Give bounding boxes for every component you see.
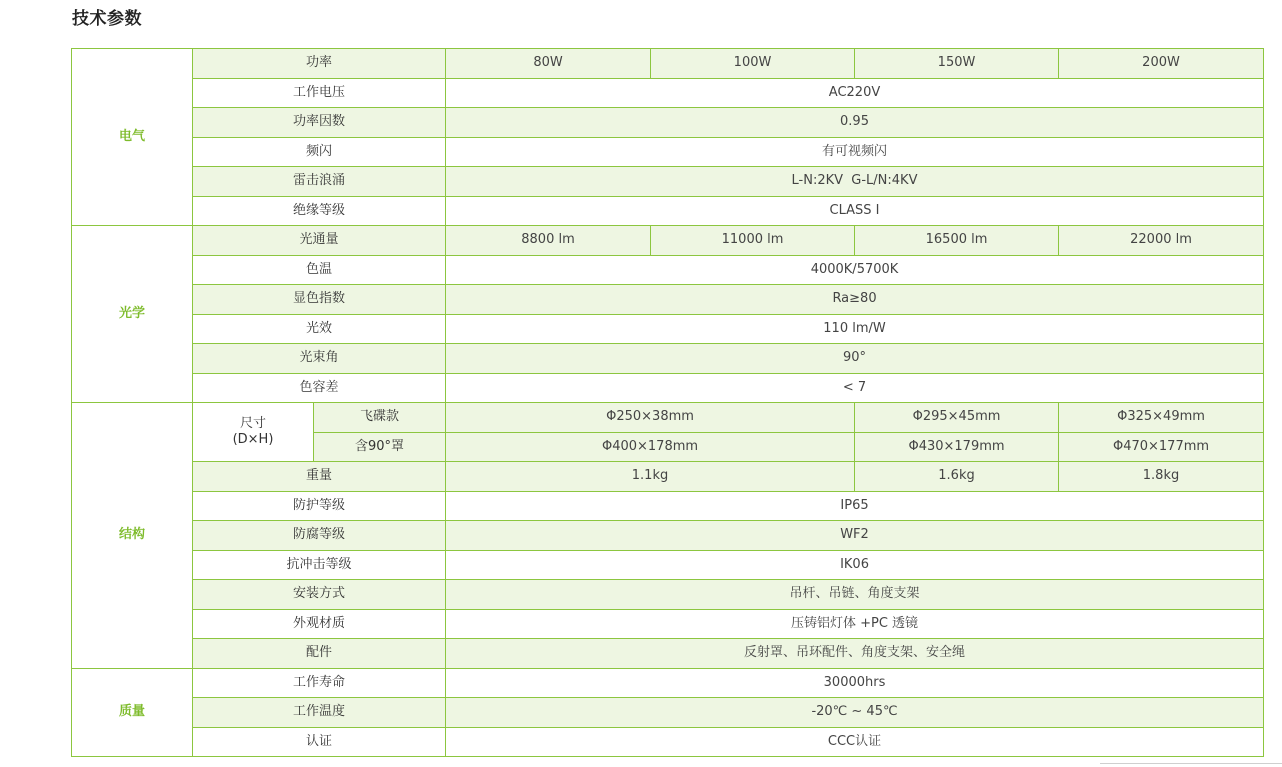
table-row [72, 521, 1264, 551]
value-cell: 110 lm/W [446, 314, 1264, 344]
param-label: 重量 [193, 462, 446, 492]
param-label: 色容差 [193, 373, 446, 403]
param-label: 频闪 [193, 137, 446, 167]
param-label: 外观材质 [193, 609, 446, 639]
value-cell: 90° [446, 344, 1264, 374]
value-cell: -20℃ ~ 45℃ [446, 698, 1264, 728]
spec-table [71, 48, 1264, 757]
value-cell: 1.6kg [855, 462, 1059, 492]
param-label: 光通量 [193, 226, 446, 256]
table-row [72, 226, 1264, 256]
value-cell: Φ470×177mm [1059, 432, 1264, 462]
page-title: 技术参数 [72, 9, 142, 29]
category-optics: 光学 [72, 226, 193, 403]
value-cell: Φ250×38mm [446, 403, 855, 433]
value-cell: 1.8kg [1059, 462, 1264, 492]
value-cell: 压铸铝灯体 +PC 透镜 [446, 609, 1264, 639]
value-cell: 80W [446, 49, 651, 79]
value-cell: 30000hrs [446, 668, 1264, 698]
table-row [72, 668, 1264, 698]
param-label: 飞碟款 [314, 403, 446, 433]
param-label: 含90°罩 [314, 432, 446, 462]
value-cell: IP65 [446, 491, 1264, 521]
param-label: 配件 [193, 639, 446, 669]
value-cell: 100W [651, 49, 855, 79]
value-cell: 200W [1059, 49, 1264, 79]
size-title: 尺寸 [239, 416, 266, 431]
value-cell: Ra≥80 [446, 285, 1264, 315]
param-label: 认证 [193, 727, 446, 757]
size-label [193, 403, 314, 462]
table-row [72, 108, 1264, 138]
table-row [72, 639, 1264, 669]
param-label: 雷击浪涌 [193, 167, 446, 197]
value-cell: 吊杆、吊链、角度支架 [446, 580, 1264, 610]
value-cell: 11000 lm [651, 226, 855, 256]
value-cell: 16500 lm [855, 226, 1059, 256]
divider [1100, 763, 1282, 764]
value-cell: 1.1kg [446, 462, 855, 492]
table-row [72, 580, 1264, 610]
table-row [72, 491, 1264, 521]
param-label: 防护等级 [193, 491, 446, 521]
value-cell: L-N:2KV G-L/N:4KV [446, 167, 1264, 197]
table-row [72, 373, 1264, 403]
param-label: 工作电压 [193, 78, 446, 108]
table-row [72, 344, 1264, 374]
table-row [72, 609, 1264, 639]
value-cell: Φ430×179mm [855, 432, 1059, 462]
category-quality: 质量 [72, 668, 193, 757]
value-cell: 22000 lm [1059, 226, 1264, 256]
value-cell: AC220V [446, 78, 1264, 108]
table-row [72, 49, 1264, 79]
value-cell: CCC认证 [446, 727, 1264, 757]
table-row [72, 255, 1264, 285]
param-label: 功率 [193, 49, 446, 79]
size-subtitle: (D×H) [232, 432, 274, 447]
param-label: 安装方式 [193, 580, 446, 610]
param-label: 工作寿命 [193, 668, 446, 698]
param-label: 功率因数 [193, 108, 446, 138]
param-label: 光束角 [193, 344, 446, 374]
category-structure: 结构 [72, 403, 193, 669]
param-label: 绝缘等级 [193, 196, 446, 226]
table-row [72, 462, 1264, 492]
param-label: 抗冲击等级 [193, 550, 446, 580]
param-label: 工作温度 [193, 698, 446, 728]
param-label: 色温 [193, 255, 446, 285]
value-cell: CLASS I [446, 196, 1264, 226]
param-label: 显色指数 [193, 285, 446, 315]
table-row [72, 78, 1264, 108]
value-cell: Φ295×45mm [855, 403, 1059, 433]
value-cell: 4000K/5700K [446, 255, 1264, 285]
param-label: 防腐等级 [193, 521, 446, 551]
table-row [72, 550, 1264, 580]
table-row [72, 285, 1264, 315]
table-row [72, 727, 1264, 757]
value-cell: IK06 [446, 550, 1264, 580]
table-row [72, 403, 1264, 433]
value-cell: 0.95 [446, 108, 1264, 138]
value-cell: 150W [855, 49, 1059, 79]
table-row [72, 167, 1264, 197]
value-cell: Φ325×49mm [1059, 403, 1264, 433]
table-row [72, 137, 1264, 167]
value-cell: 反射罩、吊环配件、角度支架、安全绳 [446, 639, 1264, 669]
value-cell: < 7 [446, 373, 1264, 403]
table-row [72, 196, 1264, 226]
table-row [72, 698, 1264, 728]
value-cell: Φ400×178mm [446, 432, 855, 462]
value-cell: 8800 lm [446, 226, 651, 256]
value-cell: 有可视频闪 [446, 137, 1264, 167]
category-electric: 电气 [72, 49, 193, 226]
table-row [72, 314, 1264, 344]
value-cell: WF2 [446, 521, 1264, 551]
param-label: 光效 [193, 314, 446, 344]
